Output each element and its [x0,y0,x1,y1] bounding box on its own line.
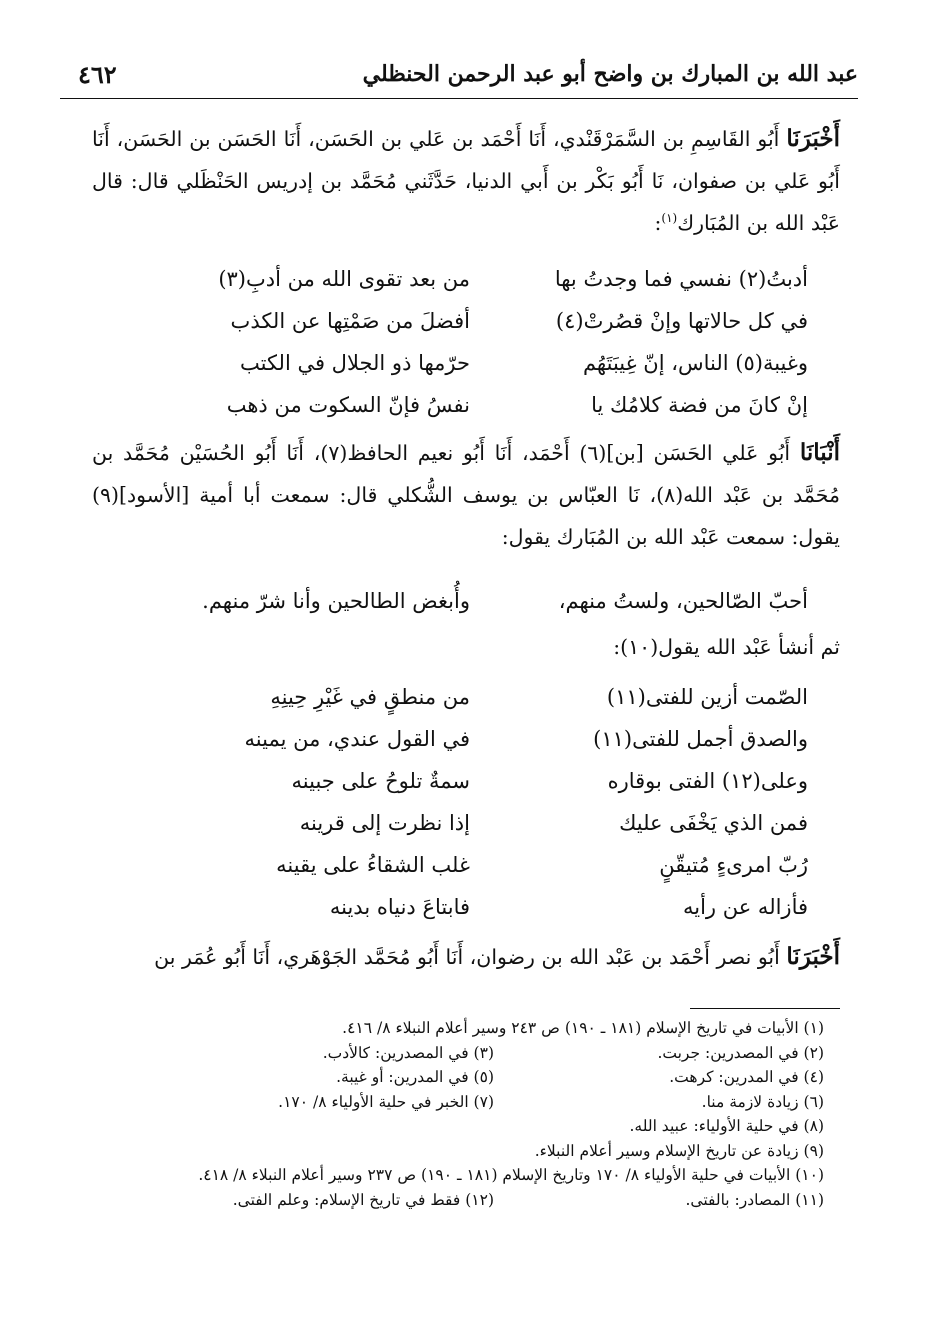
footnote-8: (٨) في حلية الأولياء: عبيد الله. [629,1117,824,1135]
verse-line [150,718,808,760]
verse-line [150,844,808,886]
paragraph-isnad-3 [92,936,840,978]
footnote-2: (٢) في المصدرين: جربت. [657,1043,824,1062]
poem-1 [150,258,808,426]
header-rule [60,98,858,99]
verse-first-hemistich: إنْ كانَ من فضة كلامُك يا [591,393,808,417]
footnote-row [130,1041,824,1066]
footnote-4: (٤) في المدرين: كرهت. [669,1068,824,1086]
poem-2 [150,676,808,928]
verse-second-hemistich: في القول عندي، من يمينه [244,727,470,751]
footnotes [130,1016,824,1212]
verse-line [150,342,808,384]
footnote-row [130,1016,824,1041]
verse-first-hemistich: فمن الذي يَخْفَى عليك [619,811,808,835]
paragraph-text: أَبُو نصر أَحْمَد بن عَبْد الله بن رضوان، أَنَا أَبُو مُحَمَّد الجَوْهَري، أَنَا أَبُو عُمَر بن [154,945,787,969]
footnote-10: (١٠) الأبيات في حلية الأولياء ٨/ ١٧٠ وتاريخ الإسلام (١٨١ ـ ١٩٠) ص ٢٣٧ وسير أعلام النبلاء ٨/ ٤١٨. [198,1166,824,1184]
verse-second-hemistich: حرّمها ذو الجلال في الكتب [240,351,470,375]
keyword-anbana: أَنْبَانَا [799,439,840,466]
footnote-row [130,1188,824,1213]
footnote-12: (١٢) فقط في تاريخ الإسلام: وعلم الفتى. [232,1190,494,1209]
paragraph-isnad-2 [92,432,840,558]
then-line-text: ثم أنشأ عَبْد الله يقول(١٠): [613,635,840,659]
running-title: عبد الله بن المبارك بن واضح أبو عبد الرحمن الحنظلي [362,61,858,87]
verse-first-hemistich: والصدق أجمل للفتى(١١) [593,727,808,751]
footnote-7: (٧) الخبر في حلية الأولياء ٨/ ١٧٠. [278,1092,494,1111]
footnote-row [130,1065,824,1090]
verse-line [150,676,808,718]
verse-first-hemistich: وغيبة(٥) الناس، إنّ غِيبَتَهُم [582,351,808,375]
verse-first-hemistich: وعلى(١٢) الفتى بوقاره [607,769,808,793]
saying-line [150,580,808,622]
verse-second-hemistich: من بعد تقوى الله من أدبِ(٣) [218,267,470,291]
keyword-akhbarana: أَخْبَرَنَا [786,125,840,152]
verse-second-hemistich: نفسُ فإنّ السكوت من ذهب [226,393,470,417]
verse-first-hemistich: رُبّ امرىءٍ مُتيقّنٍ [659,853,808,877]
verse-second-hemistich: من منطقٍ في غَيْرِ حِينِهِ [270,685,470,709]
footnote-11: (١١) المصادر: بالفتى. [685,1190,824,1209]
verse-line [150,760,808,802]
verse-line [150,300,808,342]
verse-second-hemistich: سمةٌ تلوحُ على جبينه [291,769,470,793]
page-header [78,52,858,96]
saying-second-part: وأُبغض الطالحين وأنا شرّ منهم. [202,589,470,613]
verse-line [150,384,808,426]
saying [150,580,808,622]
paragraph-text: أَبُو القَاسِمِ بن السَّمَرْقَنْدي، أَنَا أَحْمَد بن عَلي بن الحَسَن، أَنَا الحَسَن بن الحَسَن، أَنَا أَبُو عَلي بن صفوان، نَا أَبُو بَكْر بن أَبي الدنيا، حَدَّثَني مُحَمَّد بن إدريس الحَنْظَلي قال: قال عَبْد الله بن المُبَارك [92,127,840,235]
verse-line [150,886,808,928]
verse-first-hemistich: فأزاله عن رأيه [682,895,808,919]
keyword-akhbarana: أَخْبَرَنَا [786,943,840,970]
paragraph-text: أَبُو عَلي الحَسَن [بن](٦) أَحْمَد، أَنَا أَبُو نعيم الحافظ(٧)، أَنَا أَبُو الحُسَيْن مُحَمَّد بن مُحَمَّد بن عَبْد الله(٨)، نَا العبّاس بن يوسف الشُّكلي قال: سمعت أبا أمية [الأسود](٩) يقول: سمعت عَبْد الله بن المُبَارك يقول: [92,441,840,549]
page-number: ٤٦٢ [78,59,117,89]
saying-first-part: أحبّ الصّالحين، ولستُ منهم، [558,589,808,613]
verse-second-hemistich: غلب الشقاءُ على يقينه [276,853,470,877]
footnote-3: (٣) في المصدرين: كالأدب. [322,1043,494,1062]
footnote-1: (١) الأبيات في تاريخ الإسلام (١٨١ ـ ١٩٠) ص ٢٤٣ وسير أعلام النبلاء ٨/ ٤١٦. [342,1019,824,1037]
verse-first-hemistich: الصّمت أزين للفتى(١١) [606,685,808,709]
footnote-9: (٩) زيادة عن تاريخ الإسلام وسير أعلام النبلاء. [534,1141,824,1160]
footnote-rule [690,1008,840,1009]
verse-first-hemistich: في كل حالاتها وإنْ قصُرتْ(٤) [555,309,808,333]
footnote-row [130,1163,824,1188]
verse-line [150,258,808,300]
footnote-row [130,1139,824,1164]
note-ref: (١) [661,211,678,226]
verse-first-hemistich: أدبتُ(٢) نفسي فما وجدتُ بها [554,267,808,291]
paragraph-isnad-1 [92,118,840,244]
then-line [92,626,840,668]
footnote-6: (٦) زيادة لازمة منا. [701,1092,824,1111]
footnote-row [130,1114,824,1139]
paragraph-tail: : [654,211,662,235]
footnote-5: (٥) في المدرين: أو غيبة. [336,1068,494,1086]
verse-second-hemistich: فابتاعَ دنياه بدينه [329,895,470,919]
verse-line [150,802,808,844]
verse-second-hemistich: إذا نظرت إلى قرينه [299,811,470,835]
verse-second-hemistich: أفضلَ من صَمْتِها عن الكذب [230,309,470,333]
footnote-row [130,1090,824,1115]
